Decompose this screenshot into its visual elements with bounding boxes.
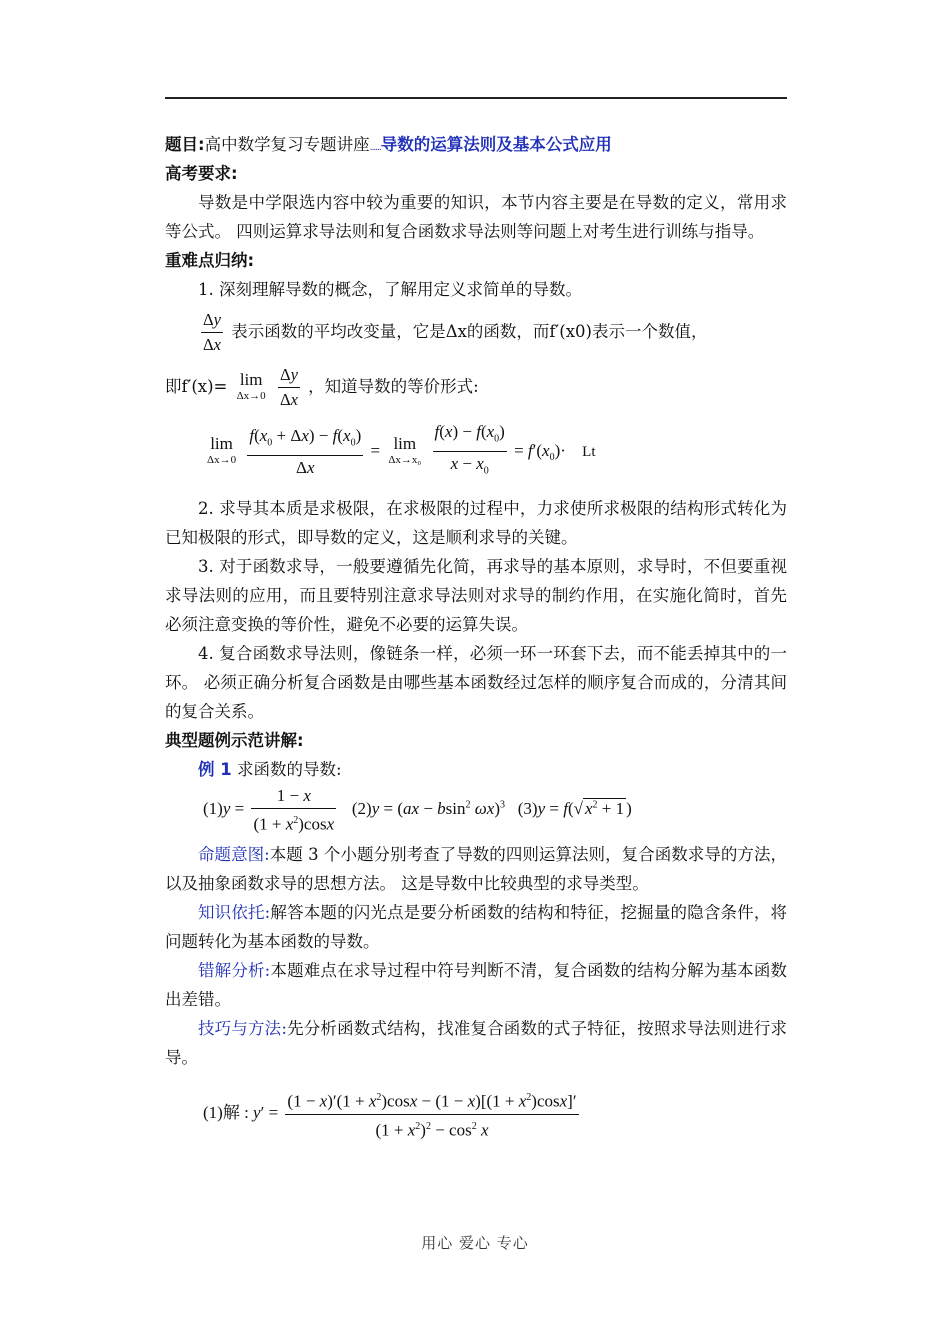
knowledge-label: 知识依托: — [198, 903, 271, 923]
point-1-limit-line — [165, 363, 787, 412]
key-points-heading: 重难点归纳: — [165, 251, 255, 270]
intent-paragraph — [165, 840, 787, 898]
technique-label: 技巧与方法: — [198, 1019, 287, 1039]
technique-text: 先分析函数式结构，找准复合函数的式子特征，按照求导法则进行求导。 — [165, 1019, 788, 1068]
document-body — [165, 130, 787, 1153]
examples-heading: 典型题例示范讲解: — [165, 730, 304, 750]
technique-paragraph — [165, 1014, 787, 1072]
example-1-label: 例 1 — [198, 759, 232, 779]
limit-symbol: lim Δx→0 — [236, 369, 266, 402]
knowledge-paragraph — [165, 898, 787, 956]
equivalent-form-formula: lim Δx→0 $\frac{f(x_0 + \Delta x) - f(x_0)}{\Delta x}$ = lim Δx→x₀ $\frac{f(x) - f(x_0)}{x - x_0}$ = $f'(x_0)\cdot Lt$ — [207, 422, 596, 478]
point-4: 4. 复合函数求导法则，像链条一样，必须一环一环套下去，而不能丢掉其中的一环。 必须正确分析复合函数是由哪些基本函数经过怎样的顺序复合而成的，分清其间的复合关系。 — [165, 643, 787, 721]
requirements-text: 导数是中学限选内容中较为重要的知识，本节内容主要是在导数的定义，常用求等公式。 四则运算求导法则和复合函数求导法则等问题上对考生进行训练与指导。 — [165, 193, 787, 241]
error-paragraph — [165, 956, 787, 1014]
point-1-fraction-text: 表示函数的平均改变量，它是Δx的函数，而f′(x0)表示一个数值， — [231, 322, 708, 341]
point-1-limit-prefix: 即f′(x)= — [165, 377, 228, 396]
point-2: 2. 求导其本质是求极限，在求极限的过程中，力求使所求极限的结构形式转化为已知极限的形式，即导数的定义，这是顺利求导的关键。 — [165, 498, 787, 547]
solution-1-formula: (1)解 : y′ = $\frac{(1 - x)'(1 + x^2)\cos x - (1 - x)[(1 + x^2)\cos x]'}{(1 + x^2)^2 - \cos^2 x}$ — [203, 1086, 787, 1142]
requirements-heading: 高考要求: — [165, 164, 238, 183]
point-3: 3. 对于函数求导，一般要遵循先化简，再求导的基本原则，求导时，不但要重视求导法则的应用，而且要特别注意求导法则对求导的制约作用，在实施化简时，首先必须注意变换的等价性，避免不必要的运算失误。 — [165, 556, 787, 634]
title-dots: ...... — [369, 143, 381, 153]
title-text: 高中数学复习专题讲座 — [204, 135, 370, 154]
knowledge-text: 解答本题的闪光点是要分析函数的结构和特征，挖掘量的隐含条件，将问题转化为基本函数的导数。 — [165, 903, 788, 952]
example-1-text: 求函数的导数: — [236, 759, 342, 779]
limit-fraction: $\frac{\Delta y}{\Delta x}$ — [279, 365, 298, 409]
point-1: 1. 深刻理解导数的概念，了解用定义求简单的导数。 — [198, 280, 582, 299]
intent-label: 命题意图: — [198, 845, 270, 865]
document-title — [165, 130, 787, 159]
title-label: 题目: — [165, 135, 205, 154]
error-text: 本题难点在求导过程中符号判断不清，复合函数的结构分解为基本函数出差错。 — [165, 961, 788, 1010]
error-label: 错解分析: — [198, 961, 271, 981]
point-1-limit-suffix: ，知道导数的等价形式: — [308, 377, 479, 396]
delta-fraction: $\frac{\Delta y}{\Delta x}$ — [203, 310, 221, 354]
header-rule — [165, 97, 787, 99]
example-1-line — [165, 755, 787, 784]
tail-mark: Lt — [582, 443, 596, 460]
intent-text: 本题 3 个小题分别考查了导数的四则运算法则，复合函数求导的方法，以及抽象函数求导的思想方法。 这是导数中比较典型的求导类型。 — [165, 845, 787, 894]
point-1-fraction-line — [165, 308, 787, 357]
example-1-functions: (1)y = $\frac{1 - x}{(1 + x^2)\cos x}$ (2)y = (ax − bsin$^2$ ωx)$^3$ (3)y = f(√ $x^2 + 1$ ) — [203, 785, 632, 834]
title-topic: 导数的运算法则及基本公式应用 — [380, 135, 612, 154]
page-footer: 用心 爱心 专心 — [421, 1234, 529, 1252]
